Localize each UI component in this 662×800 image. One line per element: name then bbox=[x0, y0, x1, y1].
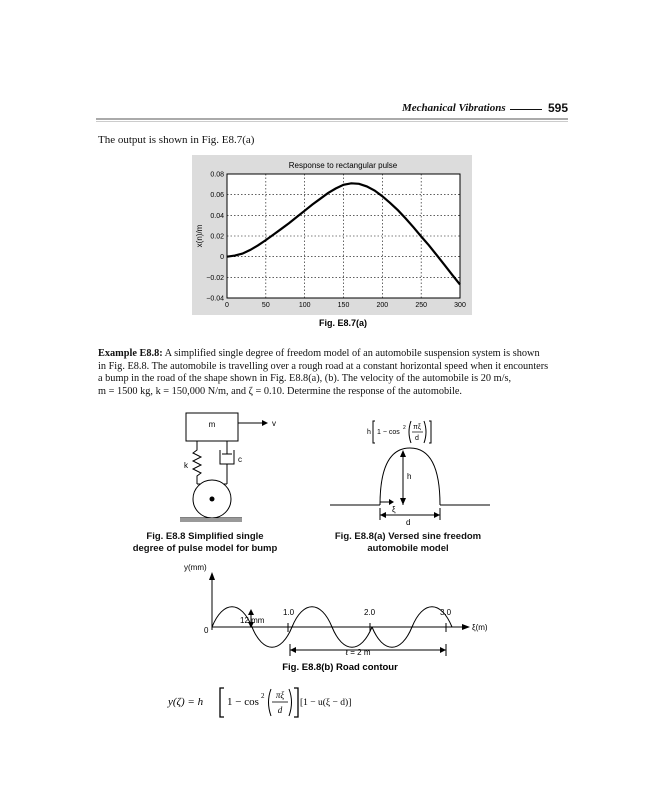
x-tick-label: 150 bbox=[337, 302, 350, 309]
page-number: 595 bbox=[548, 101, 569, 115]
road-x-axis-arrowhead bbox=[462, 624, 470, 630]
road-tick-label-1: 1.0 bbox=[283, 608, 295, 617]
fig-versed-sine-caption bbox=[318, 531, 498, 555]
x-tick-label: 250 bbox=[415, 302, 428, 309]
mass-label: m bbox=[208, 420, 216, 429]
intro-text: The output is shown in Fig. E8.7(a) bbox=[98, 134, 255, 146]
height-arrowhead-down bbox=[400, 498, 406, 505]
formula-numerator: πξ bbox=[413, 424, 421, 431]
formula-sup: 2 bbox=[403, 425, 406, 431]
y-axis-label: x(n)/m bbox=[195, 224, 204, 248]
example-line-2: in Fig. E8.8. The automobile is travelling over a rough road at a constant horizontal speed when it encounters bbox=[98, 360, 549, 372]
spring-label: k bbox=[184, 461, 188, 470]
formula-left-paren bbox=[409, 421, 411, 443]
y-tick-label: 0.08 bbox=[210, 171, 224, 179]
example-line-1: A simplified single degree of freedom model of an automobile suspension system is shown bbox=[164, 348, 540, 359]
period-arrowhead-right bbox=[440, 647, 446, 653]
y-tick-label: 0.02 bbox=[210, 233, 224, 241]
equation-inner: 1 − cos bbox=[227, 696, 259, 708]
fig-versed-sine-caption-line-1: Fig. E8.8(a) Versed sine freedom bbox=[334, 531, 482, 542]
amplitude-arrowhead-up bbox=[248, 609, 254, 615]
x-tick-label: 300 bbox=[454, 302, 466, 309]
road-origin-label: 0 bbox=[204, 626, 209, 635]
road-x-axis-label: ξ(m) bbox=[472, 623, 488, 632]
period-label: ℓ = 2 m bbox=[345, 648, 371, 657]
equation-denominator: d bbox=[277, 705, 283, 715]
y-tick-label: 0 bbox=[220, 254, 224, 262]
formula-denominator: d bbox=[415, 435, 419, 442]
road-y-axis-label: y(mm) bbox=[184, 563, 207, 572]
wheel-hub bbox=[210, 497, 215, 502]
road-tick-label-3: 3.0 bbox=[440, 608, 452, 617]
road-contour-trough bbox=[332, 627, 372, 647]
example-line-3: a bump in the road of the shape shown in Fig. E8.8(a), (b). The velocity of the automobile is 20 m/s, bbox=[98, 373, 512, 384]
xi-label: ξ bbox=[392, 505, 396, 514]
chart-title: Response to rectangular pulse bbox=[288, 161, 398, 170]
x-tick-label: 100 bbox=[298, 302, 311, 309]
road-y-axis-arrowhead bbox=[209, 572, 215, 580]
width-arrowhead-right bbox=[434, 512, 440, 518]
equation-tail: [1 − u(ξ − d)] bbox=[300, 698, 352, 708]
y-tick-label: −0.04 bbox=[206, 295, 224, 303]
x-tick-label: 0 bbox=[225, 302, 229, 309]
fig-versed-sine-caption-line-2: automobile model bbox=[367, 543, 449, 554]
response-chart bbox=[192, 155, 472, 330]
amplitude-label: 12 mm bbox=[240, 616, 265, 625]
example-label: Example E8.8: bbox=[98, 348, 163, 359]
formula-left-bracket bbox=[373, 421, 375, 443]
header-rule-thin bbox=[96, 121, 568, 122]
formula-h: h bbox=[367, 429, 371, 436]
equation-right-bracket bbox=[294, 688, 298, 717]
equation bbox=[166, 684, 366, 720]
spring bbox=[193, 441, 201, 484]
formula-right-bracket bbox=[429, 421, 431, 443]
equation-numerator: πξ bbox=[275, 690, 285, 700]
fig-model-caption bbox=[110, 531, 300, 555]
velocity-arrowhead bbox=[262, 420, 268, 426]
equation-lhs: y(ζ) = h bbox=[168, 696, 204, 708]
width-arrowhead-left bbox=[380, 512, 386, 518]
fig-model-caption-line-2: degree of pulse model for bump bbox=[132, 543, 278, 554]
road-contour-trough-2 bbox=[372, 627, 412, 647]
damper-label: c bbox=[238, 455, 242, 464]
example-paragraph bbox=[98, 348, 568, 398]
width-label: d bbox=[406, 518, 411, 527]
equation-left-bracket bbox=[220, 688, 224, 717]
formula-text: 1 − cos bbox=[377, 429, 400, 436]
equation-right-paren bbox=[289, 689, 292, 716]
example-line-4: m = 1500 kg, k = 150,000 N/m, and ζ = 0.10. Determine the response of the automobile. bbox=[98, 385, 462, 397]
header-dash bbox=[510, 109, 542, 110]
period-arrowhead-left bbox=[290, 647, 296, 653]
equation-left-paren bbox=[269, 689, 272, 716]
equation-sup: 2 bbox=[261, 692, 265, 700]
running-title: Mechanical Vibrations bbox=[402, 102, 506, 114]
formula-right-paren bbox=[424, 421, 426, 443]
road-tick-label-2: 2.0 bbox=[364, 608, 376, 617]
ground-hatch bbox=[180, 518, 242, 522]
y-tick-label: 0.06 bbox=[210, 192, 224, 200]
x-tick-label: 50 bbox=[261, 302, 270, 309]
header-rule bbox=[96, 118, 568, 120]
y-tick-label: −0.02 bbox=[206, 274, 224, 282]
road-contour-figure bbox=[180, 560, 500, 678]
chart-caption: Fig. E8.7(a) bbox=[318, 318, 368, 328]
x-tick-label: 200 bbox=[376, 302, 389, 309]
height-label: h bbox=[407, 472, 412, 481]
road-caption: Fig. E8.8(b) Road contour bbox=[282, 662, 398, 673]
fig-model-caption-line-1: Fig. E8.8 Simplified single bbox=[146, 531, 264, 542]
versed-sine-figure bbox=[328, 412, 493, 530]
height-arrowhead-up bbox=[400, 450, 406, 457]
velocity-label: v bbox=[272, 419, 276, 428]
y-tick-label: 0.04 bbox=[210, 212, 224, 220]
